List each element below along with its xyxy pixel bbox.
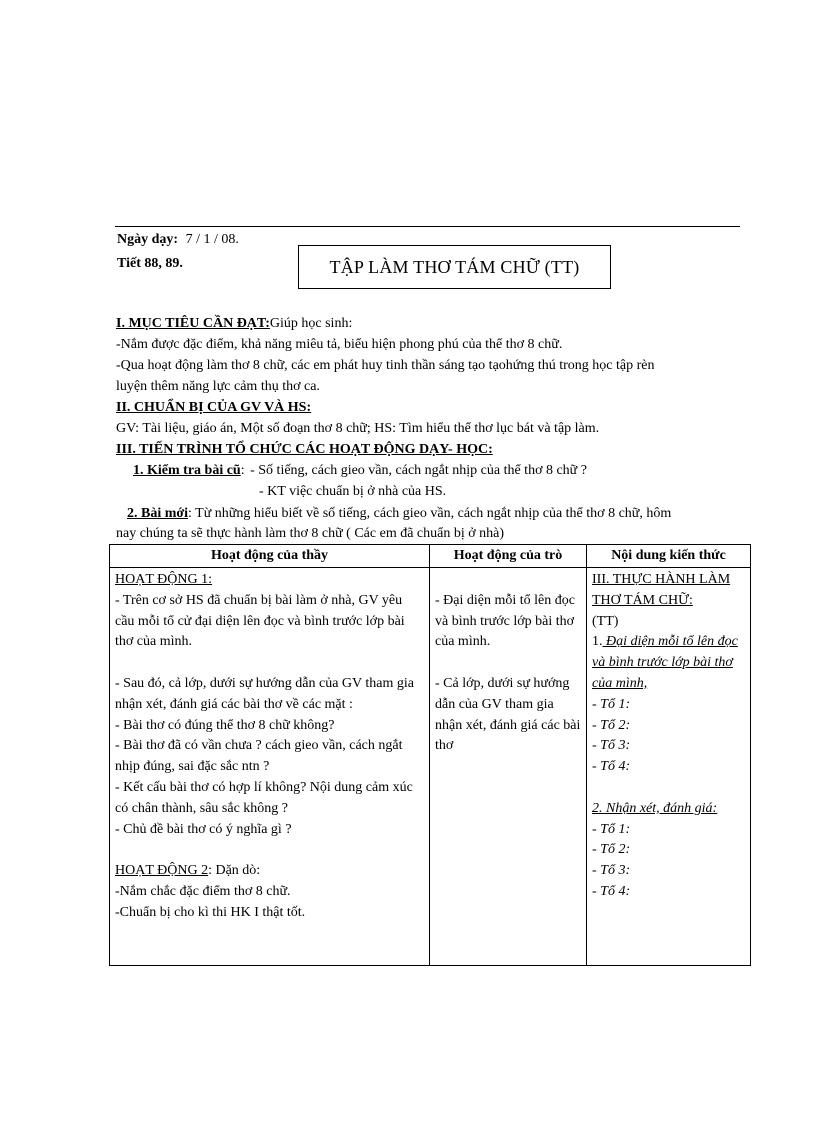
content-heading: III. THỰC HÀNH LÀM THƠ TÁM CHỮ: [592, 572, 731, 608]
sub2-line1 [127, 506, 671, 522]
section2-heading-text: II. CHUẨN BỊ CỦA GV VÀ HS: [116, 400, 312, 415]
date-value: 7 / 1 / 08. [185, 232, 239, 247]
lesson-title: TẬP LÀM THƠ TÁM CHỮ (TT) [329, 256, 580, 277]
section1-heading: I. MỤC TIÊU CẦN ĐẠT: [116, 316, 270, 331]
student-p2: - Cả lớp, dưới sự hướng dẫn của GV tham gia nhận xét, đánh giá các bài thơ [435, 675, 581, 754]
section2-line1: GV: Tài liệu, giáo án, Một số đoạn thơ 8 chữ; HS: Tìm hiểu thể thơ lục bát và tập làm. [116, 421, 600, 436]
date-line [117, 232, 239, 248]
section1-line1: -Nắm được đặc điểm, khả năng miêu tả, biểu hiện phong phú của thể thơ 8 chữ. [116, 337, 563, 352]
content-item1-list-2: - Tổ 2: [592, 717, 631, 733]
header-content: Nội dung kiến thức [587, 545, 751, 568]
header-student: Hoạt động của trò [430, 545, 587, 568]
table-header-row [110, 545, 751, 568]
activity2-heading [115, 861, 425, 882]
content-item2-list-4: - Tổ 4: [592, 883, 631, 899]
activity2-bullet1: -Nắm chắc đặc điểm thơ 8 chữ. [115, 883, 291, 899]
activity2-title: HOẠT ĐỘNG 2 [115, 863, 209, 879]
section1-line3: luyện thêm năng lực cảm thụ thơ ca. [116, 379, 320, 394]
sub2-text: : Từ những hiểu biết về số tiếng, cách gieo vần, cách ngắt nhịp của thể thơ 8 chữ, hôm [188, 506, 672, 521]
content-item1-text: Đại diện mỗi tổ lên đọc và bình trước lớp bài thơ của mình, [592, 634, 738, 691]
lesson-title-box [298, 245, 611, 289]
sub2-line2: nay chúng ta sẽ thực hành làm thơ 8 chữ ( Các em đã chuẩn bị ở nhà) [116, 526, 505, 541]
lesson-number: Tiết 88, 89. [117, 256, 183, 271]
content-item1-list-1: - Tổ 1: [592, 696, 631, 712]
activity1-title: HOẠT ĐỘNG 1: [115, 572, 212, 587]
content-heading-tt: (TT) [592, 613, 619, 629]
activity1-bullet3: - Kết cấu bài thơ có hợp lí không? Nội dung cảm xúc có chân thành, sâu sắc không ? [115, 779, 413, 816]
sub1-text1: - Số tiếng, cách gieo vần, cách ngắt nhịp của thể thơ 8 chữ ? [250, 463, 587, 478]
teacher-cell [110, 568, 430, 966]
content-item2-list-1: - Tổ 1: [592, 821, 631, 837]
sub1-line1 [133, 463, 587, 479]
table-body-row [110, 568, 751, 966]
content-item2-list-2: - Tổ 2: [592, 842, 631, 858]
activity1-bullet2: - Bài thơ đã có vần chưa ? cách gieo vần, cách ngắt nhịp đúng, sai đặc sắc ntn ? [115, 738, 403, 775]
section3-heading-text: III. TIẾN TRÌNH TỔ CHỨC CÁC HOẠT ĐỘNG DẠY- HỌC: [116, 442, 493, 457]
header-teacher: Hoạt động của thầy [110, 545, 430, 568]
section3-heading [116, 442, 493, 458]
sub1-line2: - KT việc chuẩn bị ở nhà của HS. [259, 484, 447, 499]
activity2-rest: : Dặn dò: [208, 863, 261, 879]
content-cell [587, 568, 751, 966]
activity1-p2: - Sau đó, cả lớp, dưới sự hướng dẫn của GV tham gia nhận xét, đánh giá các bài thơ về các mặt : [115, 675, 414, 712]
activity1-p1: - Trên cơ sở HS đã chuẩn bị bài làm ở nhà, GV yêu cầu mỗi tổ cử đại diện lên đọc và bình trước lớp bài thơ của mình. [115, 592, 405, 650]
activity-table [109, 544, 751, 966]
section1-line2: -Qua hoạt động làm thơ 8 chữ, các em phát huy tinh thần sáng tạo tạohứng thú trong học tập rèn [116, 358, 655, 373]
section1-intro: Giúp học sinh: [269, 316, 353, 331]
content-item2: 2. Nhận xét, đánh giá: [592, 800, 718, 816]
section2-heading [116, 400, 311, 416]
activity2-bullet2: -Chuẩn bị cho kì thi HK I thật tốt. [115, 904, 306, 920]
content-item1-list-4: - Tổ 4: [592, 759, 631, 775]
student-cell [430, 568, 587, 966]
top-rule [115, 226, 740, 227]
section1-heading-line [116, 316, 352, 332]
activity1-bullet1: - Bài thơ có đúng thể thơ 8 chữ không? [115, 717, 335, 733]
content-item1 [592, 632, 746, 694]
date-label: Ngày dạy: [117, 232, 179, 247]
content-item1-num: 1. [592, 634, 603, 650]
sub2-label: 2. Bài mới [127, 506, 189, 521]
student-p1: - Đại diện mỗi tổ lên đọc và bình trước lớp bài thơ của mình. [435, 592, 575, 650]
content-item2-list-3: - Tổ 3: [592, 863, 631, 879]
sub1-colon: : [240, 463, 245, 478]
content-item1-list-3: - Tổ 3: [592, 738, 631, 754]
sub1-label: 1. Kiểm tra bài cũ [133, 463, 241, 478]
activity1-bullet4: - Chủ đề bài thơ có ý nghĩa gì ? [115, 821, 292, 837]
